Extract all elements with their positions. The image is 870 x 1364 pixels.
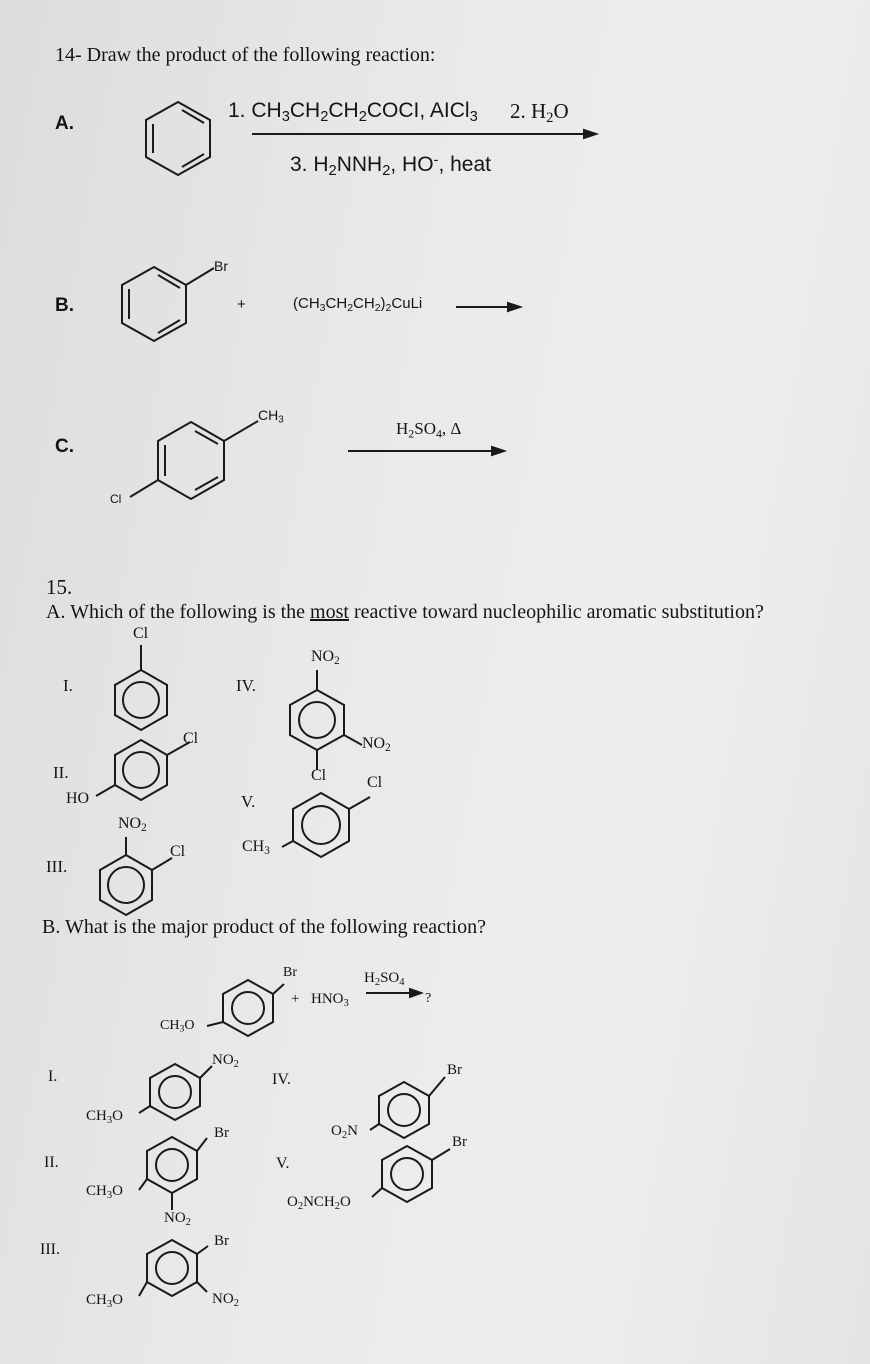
option-15b-iii-no2: $NO_2$ <box>212 1291 239 1309</box>
option-15a-iv-cl: Cl <box>311 767 327 784</box>
reagent-step-3: 3. $H_2NNH_2$, HO-, heat <box>290 152 491 180</box>
option-15b-ii-numeral: II. <box>44 1154 59 1171</box>
option-15a-ii-ho: HO <box>66 790 90 807</box>
reagent-step-2: 2. $H_2O$ <box>510 99 569 127</box>
chloro-substituent: Cl <box>110 492 122 506</box>
ring-15a-v <box>282 793 370 857</box>
gilman-reagent: $(CH_3CH_2CH_2)_2CuLi$ <box>293 295 423 314</box>
option-15a-iv-no2-right: $NO_2$ <box>362 735 391 755</box>
option-15b-iv-numeral: IV. <box>272 1071 291 1088</box>
ring-15a-ii <box>96 740 190 800</box>
arrowhead-14a <box>584 130 596 138</box>
option-15b-v-o2nch2o: $O_2NCH_2O$ <box>287 1194 351 1212</box>
option-15a-ii-numeral: II. <box>53 763 69 782</box>
unknown-product: ? <box>425 991 432 1006</box>
option-15b-iv-o2n: $O_2N$ <box>331 1123 358 1141</box>
option-15b-ii-och3: $CH_3O$ <box>86 1183 123 1201</box>
arrowhead-15b <box>410 989 421 997</box>
arrowhead-14c <box>492 447 504 455</box>
ring-15a-i <box>115 645 167 730</box>
option-15a-ii-cl: Cl <box>183 730 199 747</box>
ring-15a-iii <box>100 837 172 915</box>
ring-15b-ii <box>139 1137 207 1210</box>
reagent-step-1: 1. $CH_3CH_2CH_2COCI$, AICl$_3$ <box>228 99 478 126</box>
part-a-label: A. <box>55 113 74 134</box>
arrowhead-14b <box>508 303 520 311</box>
part-b-label: B. <box>55 295 74 316</box>
option-15b-v-br: Br <box>452 1134 467 1150</box>
option-15b-iv-br: Br <box>447 1062 462 1078</box>
option-15b-i-no2: $NO_2$ <box>212 1052 239 1070</box>
nitric-acid-reagent: $HNO_3$ <box>311 991 349 1009</box>
option-15a-iv-numeral: IV. <box>236 676 256 695</box>
ring-15b-iii <box>139 1240 208 1296</box>
acid-reagent-14c: $H_2SO_4$, Δ <box>396 419 462 441</box>
option-15a-v-numeral: V. <box>241 792 256 811</box>
ring-15b-i <box>139 1064 212 1120</box>
option-15b-i-och3: $CH_3O$ <box>86 1108 123 1126</box>
reactant-br: Br <box>283 965 297 980</box>
option-15a-iii-no2: $NO_2$ <box>118 815 147 835</box>
option-15b-i-numeral: I. <box>48 1068 58 1085</box>
reactant-och3: $CH_3O$ <box>160 1018 195 1035</box>
option-15b-iii-br: Br <box>214 1233 229 1249</box>
option-15b-v-numeral: V. <box>276 1155 290 1172</box>
option-15b-ii-br: Br <box>214 1125 229 1141</box>
benzene-ring-14b <box>122 267 214 341</box>
option-15b-iii-och3: $CH_3O$ <box>86 1292 123 1310</box>
option-15b-ii-no2: $NO_2$ <box>164 1210 191 1228</box>
sulfuric-acid-catalyst: $H_2SO_4$ <box>364 970 405 988</box>
ring-15b-v <box>372 1146 450 1202</box>
option-15a-i-numeral: I. <box>63 676 73 695</box>
question-15-number: 15. <box>46 575 73 599</box>
question-15a-text: A. Which of the following is the most reactive toward nucleophilic aromatic substitution? <box>46 601 764 623</box>
option-15a-iii-cl: Cl <box>170 843 186 860</box>
plus-sign-14b: + <box>237 296 246 313</box>
ring-15b-iv <box>370 1077 445 1138</box>
plus-sign-15b: + <box>291 991 300 1007</box>
methyl-substituent: $CH_3$ <box>258 407 284 426</box>
option-15b-iii-numeral: III. <box>40 1241 60 1258</box>
benzene-ring-14a <box>146 102 210 175</box>
option-15a-iv-no2-top: $NO_2$ <box>311 648 340 668</box>
benzene-ring-14c <box>130 421 258 499</box>
option-15a-iii-numeral: III. <box>46 857 68 876</box>
part-c-label: C. <box>55 436 74 457</box>
option-15a-v-cl: Cl <box>367 774 383 791</box>
option-15a-v-ch3: $CH_3$ <box>242 838 270 858</box>
option-15a-i-cl: Cl <box>133 625 149 642</box>
bromo-substituent: Br <box>214 258 228 274</box>
ring-15a-iv <box>290 670 362 770</box>
ring-15b-reactant <box>207 980 284 1036</box>
question-15b-text: B. What is the major product of the following reaction? <box>42 916 486 938</box>
question-14-title: 14- Draw the product of the following reaction: <box>55 44 436 66</box>
